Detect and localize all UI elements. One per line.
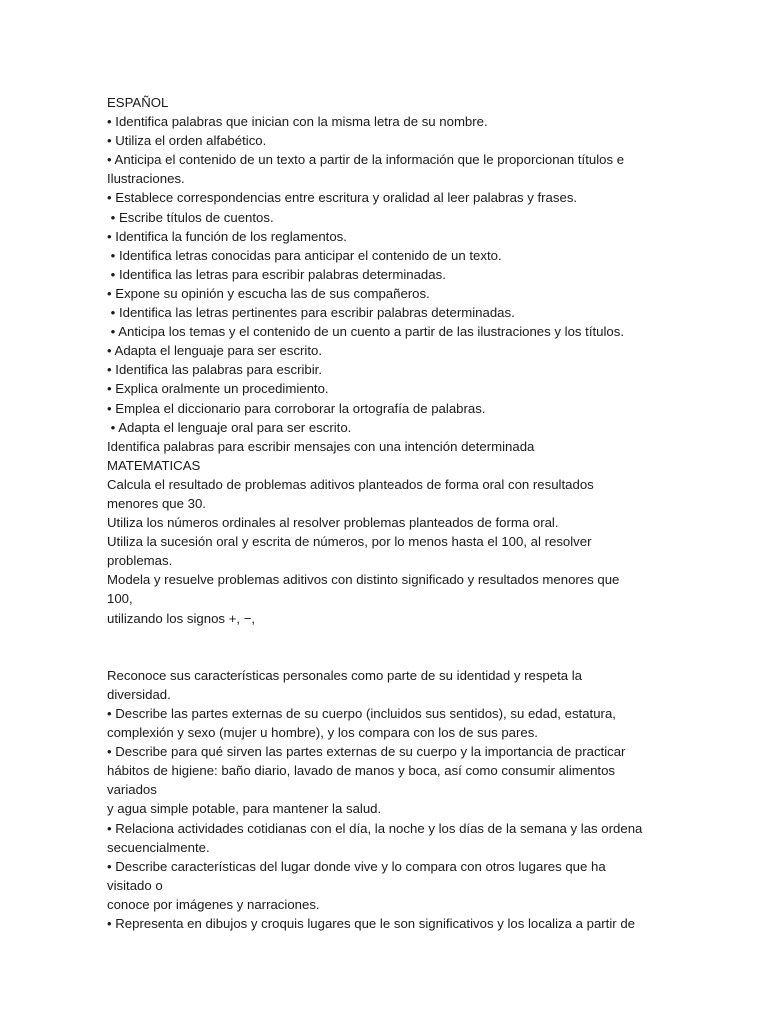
text-line: • Describe características del lugar donde vive y lo compara con otros lugares que ha [107, 858, 606, 874]
text-line: • Identifica las letras pertinentes para escribir palabras determinadas. [107, 305, 515, 321]
text-line: • Adapta el lenguaje oral para ser escrito. [107, 419, 352, 435]
text-line: • Describe las partes externas de su cuerpo (incluidos sus sentidos), su edad, estatura, [107, 706, 616, 721]
text-line: • Emplea el diccionario para corroborar la ortografía de palabras. [107, 400, 486, 416]
text-line: variados [107, 782, 157, 798]
text-line: y agua simple potable, para mantener la salud. [107, 801, 382, 817]
text-line: Ilustraciones. [107, 171, 185, 187]
text-line: • Relaciona actividades cotidianas con el día, la noche y los días de la semana y las ordena [107, 820, 643, 836]
text-line: Utiliza los números ordinales al resolver problemas planteados de forma oral. [107, 515, 559, 531]
document-body [107, 93, 663, 933]
text-line: • Representa en dibujos y croquis lugares que le son significativos y los localiza a partir de [107, 916, 636, 932]
text-line: • Identifica palabras que inician con la misma letra de su nombre. [107, 114, 488, 130]
text-line: diversidad. [107, 686, 171, 702]
text-line: • Escribe títulos de cuentos. [107, 209, 274, 225]
text-line: Identifica palabras para escribir mensajes con una intención determinada [107, 438, 535, 454]
paragraph-gap [107, 628, 663, 666]
text-line: Calcula el resultado de problemas aditivos planteados de forma oral con resultados [107, 476, 594, 492]
text-line: hábitos de higiene: baño diario, lavado de manos y boca, así como consumir alimentos [107, 763, 616, 779]
text-line: • Establece correspondencias entre escritura y oralidad al leer palabras y frases. [107, 190, 578, 206]
text-line: conoce por imágenes y narraciones. [107, 896, 320, 912]
text-line: problemas. [107, 553, 173, 569]
text-line: • Identifica letras conocidas para anticipar el contenido de un texto. [107, 247, 502, 263]
text-line: visitado o [107, 877, 163, 893]
text-line: • Adapta el lenguaje para ser escrito. [107, 343, 323, 359]
text-line: • Describe para qué sirven las partes externas de su cuerpo y la importancia de practicar [107, 744, 626, 760]
text-line: 100, [107, 591, 133, 607]
text-line: complexión y sexo (mujer u hombre), y los compara con los de sus pares. [107, 725, 538, 741]
text-line: menores que 30. [107, 495, 206, 511]
text-line: • Anticipa los temas y el contenido de un cuento a partir de las ilustraciones y los títulos. [107, 324, 625, 340]
text-line: • Identifica las palabras para escribir. [107, 362, 322, 378]
text-line: • Explica oralmente un procedimiento. [107, 381, 329, 397]
text-line: secuencialmente. [107, 839, 210, 855]
text-line: • Utiliza el orden alfabético. [107, 133, 267, 149]
section-heading-matematicas: MATEMATICAS [107, 457, 201, 473]
section-heading-espanol: ESPAÑOL [107, 95, 169, 110]
text-line: • Identifica la función de los reglamentos. [107, 228, 347, 244]
text-line: Reconoce sus características personales como parte de su identidad y respeta la [107, 667, 583, 683]
text-line: Modela y resuelve problemas aditivos con distinto significado y resultados menores que [107, 572, 620, 588]
text-line: • Identifica las letras para escribir palabras determinadas. [107, 266, 446, 282]
text-line: utilizando los signos +, −, [107, 610, 256, 626]
text-line: • Anticipa el contenido de un texto a partir de la información que le proporcionan títulos e [107, 152, 625, 168]
text-line: • Expone su opinión y escucha las de sus compañeros. [107, 285, 430, 301]
text-line: Utiliza la sucesión oral y escrita de números, por lo menos hasta el 100, al resolver [107, 534, 592, 550]
